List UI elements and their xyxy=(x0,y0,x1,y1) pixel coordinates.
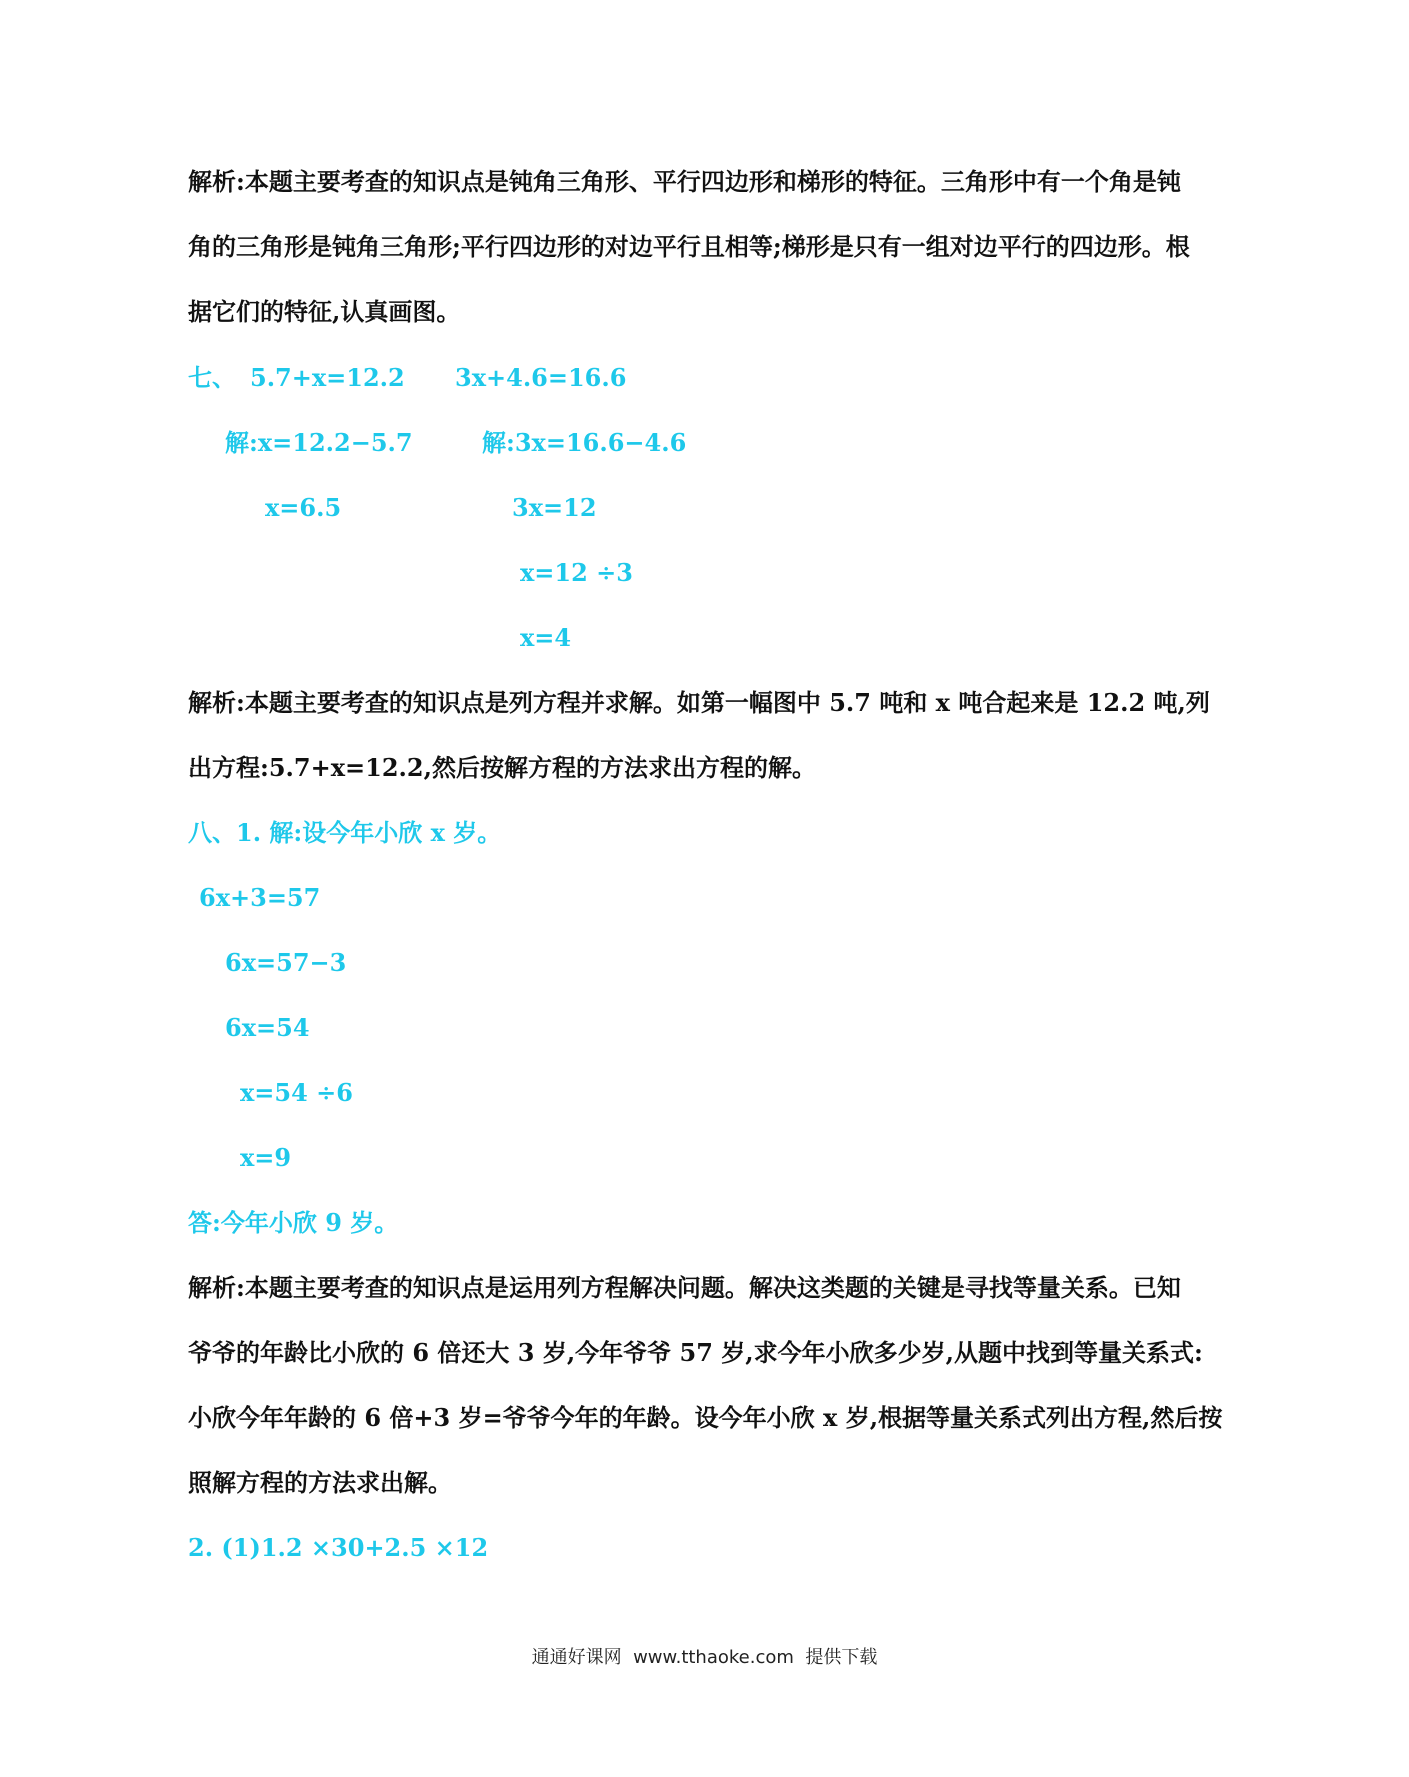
analysis-8-line-1: 解析:本题主要考查的知识点是运用列方程解决问题。解决这类题的关键是寻找等量关系。已知 xyxy=(188,1273,1181,1302)
eq1-step-2: x=6.5 xyxy=(265,493,342,522)
eq1-problem: 5.7+x=12.2 xyxy=(250,363,405,392)
analysis-6-line-2: 角的三角形是钝角三角形;平行四边形的对边平行且相等;梯形是只有一组对边平行的四边形。根 xyxy=(188,232,1190,261)
q1-step-1: 6x+3=57 xyxy=(199,883,321,912)
q1-step-4: x=54 ÷6 xyxy=(240,1078,353,1107)
analysis-8-line-4: 照解方程的方法求出解。 xyxy=(188,1468,452,1497)
analysis-6-line-1: 解析:本题主要考查的知识点是钝角三角形、平行四边形和梯形的特征。三角形中有一个角是钝 xyxy=(188,167,1181,196)
eq1-step-1: 解:x=12.2−5.7 xyxy=(225,428,413,457)
q1-answer: 答:今年小欣 9 岁。 xyxy=(188,1208,399,1237)
eq2-step-4: x=4 xyxy=(520,623,572,652)
q1-step-2: 6x=57−3 xyxy=(225,948,347,977)
eq2-step-3: x=12 ÷3 xyxy=(520,558,633,587)
analysis-7-line-1: 解析:本题主要考查的知识点是列方程并求解。如第一幅图中 5.7 吨和 x 吨合起来是 12.2 吨,列 xyxy=(188,688,1210,717)
analysis-7-line-2: 出方程:5.7+x=12.2,然后按解方程的方法求出方程的解。 xyxy=(188,753,816,782)
eq2-step-2: 3x=12 xyxy=(512,493,597,522)
section-8-q2-heading: 2. (1)1.2 ×30+2.5 ×12 xyxy=(188,1533,489,1562)
page-footer: 通通好课网 www.tthaoke.com 提供下载 xyxy=(531,1647,878,1668)
section-8-q1-heading: 八、1. 解:设今年小欣 x 岁。 xyxy=(188,818,502,847)
section-7-label: 七、 xyxy=(188,363,236,392)
q1-step-3: 6x=54 xyxy=(225,1013,310,1042)
q1-step-5: x=9 xyxy=(240,1143,292,1172)
eq2-problem: 3x+4.6=16.6 xyxy=(455,363,627,392)
analysis-6-line-3: 据它们的特征,认真画图。 xyxy=(188,297,461,326)
eq2-step-1: 解:3x=16.6−4.6 xyxy=(482,428,687,457)
analysis-8-line-3: 小欣今年年龄的 6 倍+3 岁=爷爷今年的年龄。设今年小欣 x 岁,根据等量关系式列出方程,然后按 xyxy=(188,1403,1223,1432)
analysis-8-line-2: 爷爷的年龄比小欣的 6 倍还大 3 岁,今年爷爷 57 岁,求今年小欣多少岁,从题中找到等量关系式: xyxy=(188,1338,1203,1367)
